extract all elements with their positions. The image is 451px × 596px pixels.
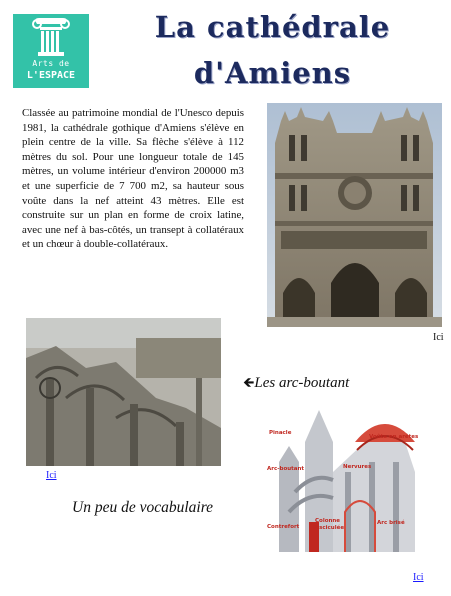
label-colonne: Colonne (315, 518, 341, 524)
cathedral-facade-photo (267, 103, 442, 327)
facade-source-link[interactable]: Ici (433, 332, 444, 343)
label-fasciculee: fasciculée (313, 525, 345, 531)
label-pinacle: Pinacle (269, 430, 292, 436)
label-voute: Voûte en arêtes (369, 434, 419, 440)
gothic-structure-diagram (265, 402, 427, 578)
page-title-line2: d'Amiens (193, 56, 352, 90)
label-arcbrise: Arc brisé (377, 520, 405, 526)
description-paragraph: Classée au patrimoine mondial de l'Unesco depuis 1981, la cathédrale gothique d'Amiens s'élève en plein centre de la ville. Sa flèche s'élève à 112 mètres du sol. Pour une longueur totale de 145 mètres, un volume intérieur d'environ 200000 m3 et une superficie de 7 700 m2, sa hauteur sous voûte dans la nef atteint 43 mètres. Elle est construite sur un plan en forme de croix latine, avec une nef à bas-côtés, un transept à collatéraux et un chœur à double-collatéraux. (22, 107, 244, 251)
logo-text-espace: L'ESPACE (26, 70, 76, 81)
arcs-source-link[interactable]: Ici (46, 470, 57, 481)
vocabulary-heading: Un peu de vocabulaire (72, 499, 214, 516)
diagram-source-link[interactable]: Ici (413, 572, 424, 583)
logo-text-arts: Arts de (32, 59, 70, 68)
arrow-left-icon: 🡸 (243, 375, 255, 391)
label-nervures: Nervures (343, 464, 372, 470)
page-title-line1: La cathédrale (154, 10, 391, 44)
ionic-column-icon (13, 14, 89, 60)
label-contrefort: Contrefort (267, 524, 300, 530)
arcs-caption-text: Les arc-boutant (254, 375, 350, 391)
label-arcboutant: Arc-boutant (267, 466, 305, 472)
arcs-caption (243, 372, 349, 396)
arts-espace-logo (13, 14, 89, 88)
flying-buttress-photo (26, 318, 221, 466)
